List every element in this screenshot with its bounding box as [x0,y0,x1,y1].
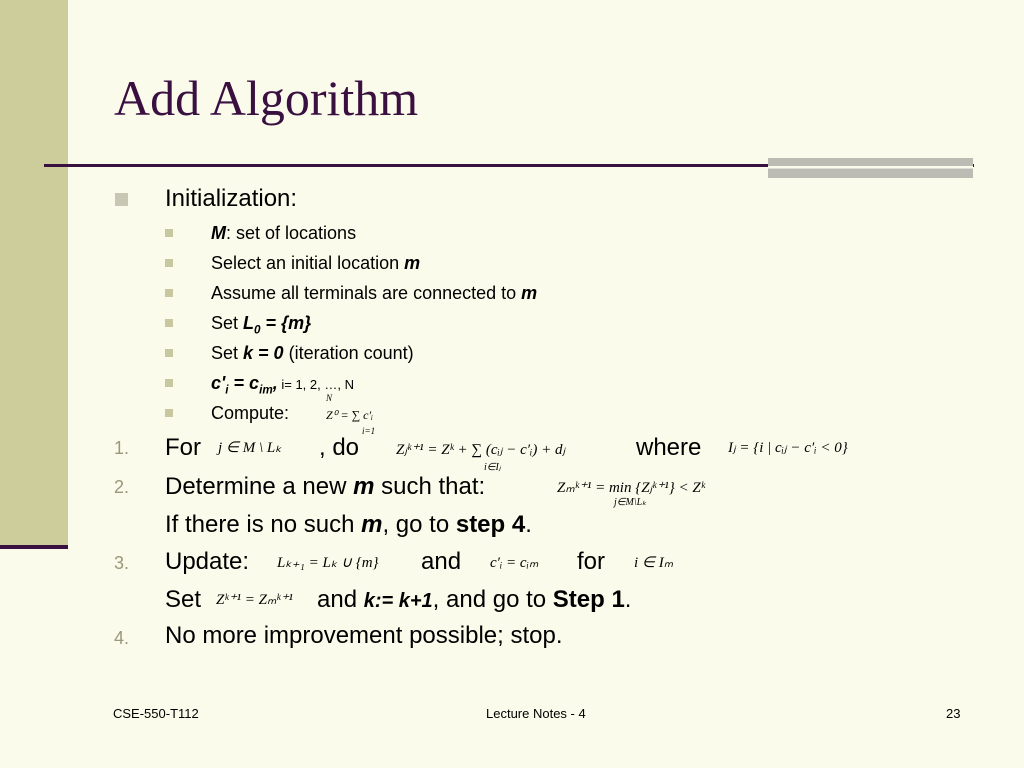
step2-min-lower: j∈M\Lₖ [614,497,647,508]
step3-continuation: and k:= k+1, and go to Step 1. [317,586,632,613]
step1-i-set-formula: Iⱼ = {i | cᵢⱼ − c′ᵢ < 0} [728,440,848,456]
step3-i-formula: i ∈ Iₘ [634,555,674,571]
step2-continuation: If there is no such m, go to step 4. [165,511,532,538]
step3-and: and [421,548,462,575]
step-number: 4. [114,628,130,648]
step1-where: where [636,434,702,461]
step-number: 1. [114,438,130,458]
footer-course-code: CSE-550-T112 [113,706,199,721]
title-accent-bar [768,158,973,178]
step2-min-formula: Zₘᵏ⁺¹ = min {Zⱼᵏ⁺¹} < Zᵏ [557,480,705,496]
footer-lecture-notes: Lecture Notes - 4 [486,706,586,721]
step1-for: For [165,434,201,461]
step3-c-formula: c′ᵢ = cᵢₘ [490,555,539,571]
init-heading: Initialization: [165,185,298,212]
step3-z-formula: Zᵏ⁺¹ = Zₘᵏ⁺¹ [216,592,293,608]
sub-bullet-icon [165,319,173,327]
slide-title: Add Algorithm [114,70,419,126]
sum-upper-limit: N [326,393,333,403]
sub-bullet-icon [165,259,173,267]
step1-do: , do [319,434,360,461]
sum-lower-limit: i=1 [362,426,376,436]
init-item-set-k: Set k = 0 (iteration count) [211,343,414,363]
sub-bullet-icon [165,229,173,237]
init-item-compute: Compute: [211,403,290,423]
step1-z-formula: Zⱼᵏ⁺¹ = Zᵏ + ∑ (cᵢⱼ − c′ᵢ) + dⱼ [396,442,566,458]
step-number: 2. [114,477,130,497]
step-number: 3. [114,553,130,573]
step4-text: No more improvement possible; stop. [165,622,563,649]
init-item-set-l0: Set $L_0 = \{m\}$ [211,313,312,337]
init-item-assume: Assume all terminals are connected to m [211,283,538,303]
sub-bullet-icon [165,379,173,387]
step3-for: for [577,548,606,575]
init-item-select: Select an initial location m [211,253,421,273]
sub-bullet-icon [165,349,173,357]
sub-bullet-icon [165,409,173,417]
left-decorative-band [0,0,68,545]
step3-update: Update: [165,548,250,575]
left-band-underline [0,545,68,549]
init-item-c-prime: $c'_i = c_{im}$, i= 1, 2, …, N [211,373,354,397]
init-item-m-set: M: set of locations [211,223,357,243]
bullet-square-icon [115,193,128,206]
step2-text: Determine a new m such that: [165,473,486,500]
step3-l-formula: Lₖ₊₁ = Lₖ ∪ {m} [277,555,379,571]
compute-formula: Z⁰ = ∑ c′ᵢ [326,408,373,422]
sub-bullet-icon [165,289,173,297]
step1-sum-lower: i∈Iⱼ [484,462,501,473]
footer-page-number: 23 [946,706,961,721]
step3-set: Set [165,586,202,613]
step1-condition-formula: j ∈ M \ Lₖ [218,440,282,456]
